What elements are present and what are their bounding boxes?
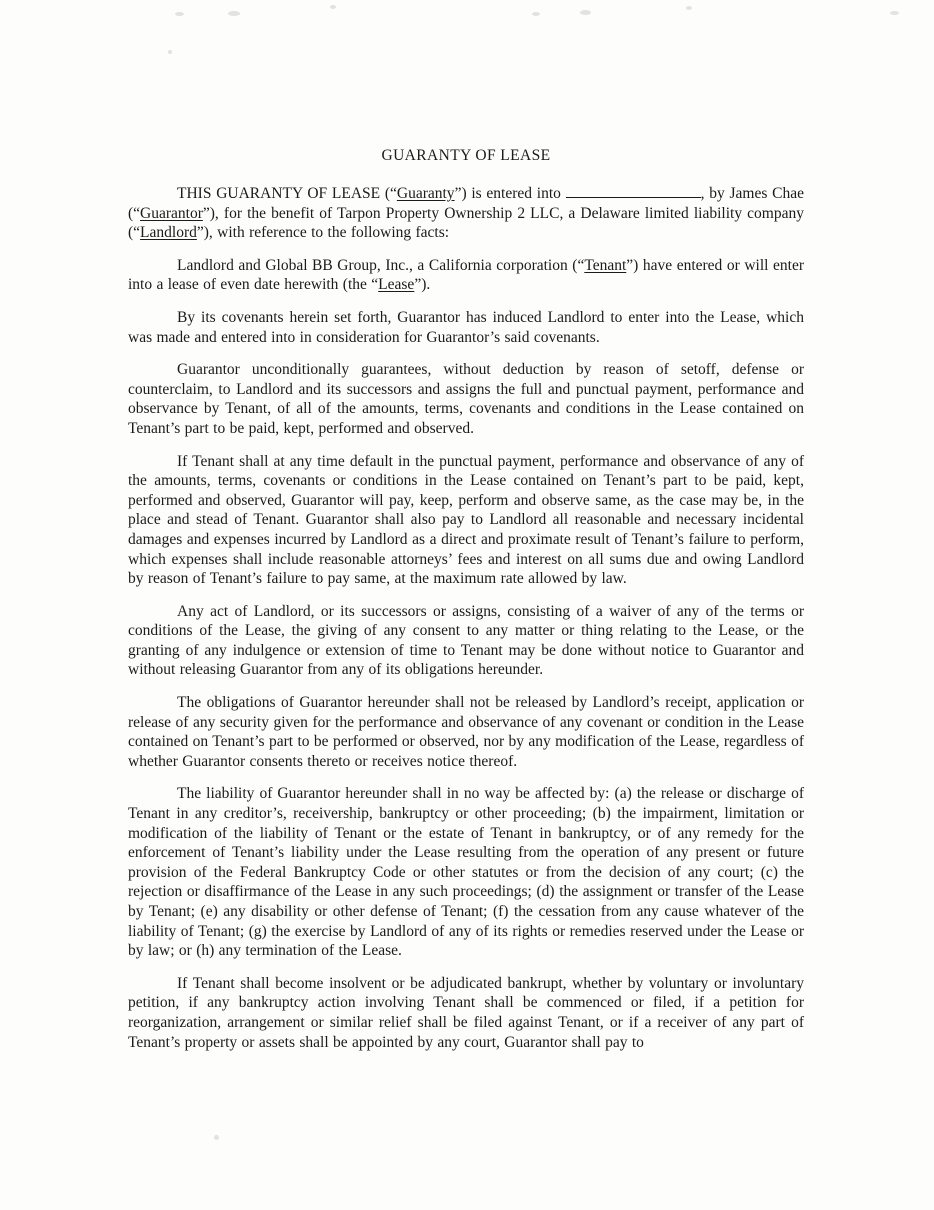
- fill-in-blank[interactable]: [566, 194, 701, 198]
- scan-artifact: [175, 12, 184, 16]
- scan-artifact: [168, 50, 172, 54]
- text-run: Any act of Landlord, or its successors or assigns, consisting of a waiver of any of the terms or conditions of the Lease, the giving of any consent to any matter or thing relating to the Lease, or the granting of any indulgence or extension of time to Tenant may be done without notice to Guarantor and without releasing Guarantor from any of its obligations hereunder.: [128, 602, 804, 679]
- defined-term: Tenant: [584, 256, 627, 274]
- scan-artifact: [890, 11, 899, 15]
- text-run: ”) have entered or will enter into a lease of even date herewith (the “: [128, 256, 804, 294]
- paragraph: [128, 784, 804, 960]
- text-run: Landlord and Global BB Group, Inc., a California corporation (“: [177, 256, 585, 274]
- scan-artifact: [580, 10, 591, 15]
- paragraph: [128, 974, 804, 1052]
- scan-artifact: [532, 12, 540, 16]
- scan-artifact: [214, 1135, 219, 1140]
- text-run: If Tenant shall become insolvent or be adjudicated bankrupt, whether by voluntary or involuntary petition, if any bankruptcy action involving Tenant shall be commenced or filed, if a petition for reorganization, arrangement or similar relief shall be filed against Tenant, or if a receiver of any part of Tenant’s property or assets shall be appointed by any court, Guarantor shall pay to: [128, 974, 804, 1051]
- text-run: The liability of Guarantor hereunder shall in no way be affected by: (a) the release or discharge of Tenant in any creditor’s, receivership, bankruptcy or other proceeding; (b) the impairment, limitation or modification of the liability of Tenant or the estate of Tenant in bankruptcy, or of any remedy for the enforcement of Tenant’s liability under the Lease resulting from the operation of any present or future provision of the Federal Bankruptcy Code or other statutes or from the decision of any court; (c) the rejection or disaffirmance of the Lease in any such proceedings; (d) the assignment or transfer of the Lease by Tenant; (e) any disability or other defense of Tenant; (f) the cessation from any cause whatever of the liability of Tenant; (g) the exercise by Landlord of any of its rights or remedies reserved under the Lease or by law; or (h) any termination of the Lease.: [128, 785, 804, 960]
- text-run: ”) is entered into: [454, 185, 566, 202]
- text-run: ”).: [414, 276, 431, 294]
- paragraph: [128, 308, 804, 347]
- text-run: , by James Chae (“: [128, 185, 804, 222]
- text-run: THIS GUARANTY OF LEASE (“: [177, 185, 397, 202]
- paragraph: [128, 184, 804, 243]
- defined-term: Guarantor: [140, 204, 203, 222]
- document-content: [128, 146, 804, 1065]
- text-run: Guarantor unconditionally guarantees, without deduction by reason of setoff, defense or counterclaim, to Landlord and its successors and assigns the full and punctual payment, performance and observance by Tenant, of all of the amounts, terms, covenants and conditions in the Lease contained on Tenant’s part to be paid, kept, performed and observed.: [128, 361, 804, 437]
- text-run: ”), with reference to the following facts:: [196, 224, 450, 242]
- paragraph: [128, 693, 804, 771]
- scan-artifact: [228, 11, 240, 16]
- document-body: [128, 184, 804, 1052]
- defined-term: Lease: [378, 276, 415, 294]
- defined-term: Landlord: [140, 224, 197, 242]
- text-run: If Tenant shall at any time default in the punctual payment, performance and observance of any of the amounts, terms, covenants or conditions in the Lease contained on Tenant’s part to be paid, kept, performed and observed, Guarantor will pay, keep, perform and observe same, as the case may be, in the place and stead of Tenant. Guarantor shall also pay to Landlord all reasonable and necessary incidental damages and expenses incurred by Landlord as a direct and proximate result of Tenant’s failure to perform, which expenses shall include reasonable attorneys’ fees and interest on all sums due and owing Landlord by reason of Tenant’s failure to pay same, at the maximum rate allowed by law.: [128, 452, 804, 588]
- text-run: By its covenants herein set forth, Guarantor has induced Landlord to enter into the Lease, which was made and entered into in consideration for Guarantor’s said covenants.: [128, 308, 804, 346]
- paragraph: [128, 602, 804, 680]
- document-title: GUARANTY OF LEASE: [381, 147, 551, 164]
- text-run: The obligations of Guarantor hereunder shall not be released by Landlord’s receipt, application or release of any security given for the performance and observance of any covenant or condition in the Lease contained on Tenant’s part to be performed or observed, nor by any modification of the Lease, regardless of whether Guarantor consents thereto or receives notice thereof.: [128, 694, 804, 770]
- paragraph: [128, 256, 804, 295]
- scan-artifact: [330, 5, 336, 9]
- defined-term: Guaranty: [396, 185, 455, 202]
- text-run: ”), for the benefit of Tarpon Property Ownership 2 LLC, a Delaware limited liability company (“: [128, 204, 804, 242]
- scan-artifact: [686, 6, 692, 10]
- paragraph: [128, 452, 804, 589]
- paragraph: [128, 360, 804, 438]
